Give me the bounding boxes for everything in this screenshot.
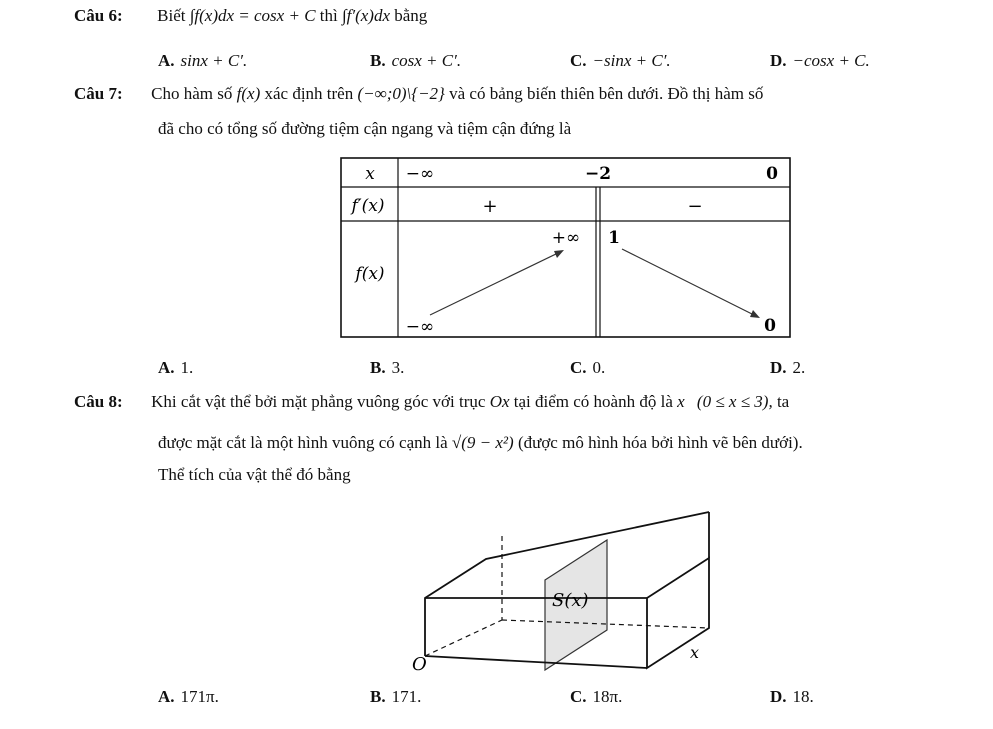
- q6-option-b[interactable]: B. cosx + C′.: [370, 51, 462, 70]
- table-f-label: f(x): [355, 264, 385, 284]
- q8-text-c: ta: [772, 392, 790, 411]
- q7-option-a[interactable]: A. 1.: [158, 358, 194, 377]
- q8-var: x: [677, 392, 685, 411]
- sign-plus: +: [482, 196, 498, 217]
- q8-label: Câu 8:: [74, 392, 123, 411]
- q8-text-e: (được mô hình hóa bởi hình vẽ bên dưới).: [513, 433, 803, 452]
- q6-text-a: Biết: [157, 6, 190, 25]
- q7-text-b: xác định trên: [260, 84, 358, 103]
- decrease-arrow: [622, 249, 754, 315]
- q7-domain: (−∞;0)\{−2}: [357, 84, 445, 103]
- q6-text-c: bằng: [390, 6, 428, 25]
- q8-option-a[interactable]: A. 171π.: [158, 687, 219, 706]
- x-value-neg-inf: −∞: [405, 164, 435, 184]
- q8-stem-line1: [74, 392, 789, 412]
- q8-text-a: Khi cắt vật thể bởi mặt phẳng vuông góc với trục: [151, 392, 490, 411]
- sign-minus: −: [687, 196, 703, 217]
- q8-option-d[interactable]: D. 18.: [770, 687, 814, 706]
- q8-option-b[interactable]: B. 171.: [370, 687, 422, 706]
- q6-option-d[interactable]: D. −cosx + C.: [770, 51, 870, 70]
- q8-range: (0 ≤ x ≤ 3),: [696, 392, 773, 411]
- origin-label: O: [412, 654, 427, 675]
- table-fprime-label: f′(x): [351, 196, 385, 216]
- f-value-pos-inf: +∞: [551, 228, 581, 248]
- q8-axis: Ox: [489, 392, 510, 411]
- variation-table: [340, 157, 792, 339]
- q8-stem-line2: [158, 433, 803, 453]
- solid-figure: [412, 508, 717, 678]
- q6-stem: [74, 6, 427, 26]
- q7-option-d[interactable]: D. 2.: [770, 358, 806, 377]
- f-value-zero: 0: [764, 316, 776, 336]
- q6-text-b: thì: [315, 6, 342, 25]
- axis-x-label: x: [690, 643, 700, 662]
- q6-option-a[interactable]: A. sinx + C′.: [158, 51, 248, 70]
- q8-sqrt-expr: √(9 − x²): [451, 433, 514, 452]
- q6-integral-ask: ∫f′(x)dx: [342, 6, 391, 25]
- q7-stem-line1: [74, 84, 763, 104]
- hidden-base-edge: [425, 620, 502, 656]
- x-value-neg-2: −2: [584, 164, 612, 184]
- end-face: [647, 558, 709, 668]
- q8-text-b: tại điểm có hoành độ là: [509, 392, 678, 411]
- axis-line: [425, 656, 647, 668]
- decrease-arrowhead: [750, 310, 760, 318]
- q8-option-c[interactable]: C. 18π.: [570, 687, 623, 706]
- q8-text-d: được mặt cắt là một hình vuông có cạnh là: [158, 433, 452, 452]
- q7-text-a: Cho hàm số: [151, 84, 237, 103]
- q8-stem-line3: Thể tích của vật thể đó bằng: [158, 465, 351, 484]
- q7-label: Câu 7:: [74, 84, 123, 103]
- f-value-neg-inf: −∞: [405, 317, 435, 337]
- f-value-one: 1: [608, 228, 620, 248]
- increase-arrowhead: [554, 250, 564, 258]
- q7-text-c: và có bảng biến thiên bên dưới. Đồ thị hàm số: [444, 84, 764, 103]
- section-label: S(x): [552, 590, 589, 611]
- q7-option-c[interactable]: C. 0.: [570, 358, 606, 377]
- q7-option-b[interactable]: B. 3.: [370, 358, 405, 377]
- x-value-zero: 0: [766, 164, 778, 184]
- q7-fx: f(x): [236, 84, 261, 103]
- table-x-label: x: [365, 164, 375, 184]
- q6-integral-given: ∫f(x)dx = cosx + C: [189, 6, 316, 25]
- q6-option-c[interactable]: C. −sinx + C′.: [570, 51, 671, 70]
- q7-stem-line2: đã cho có tổng số đường tiệm cận ngang và tiệm cận đứng là: [158, 119, 572, 138]
- increase-arrow: [430, 253, 558, 315]
- q6-label: Câu 6:: [74, 6, 123, 25]
